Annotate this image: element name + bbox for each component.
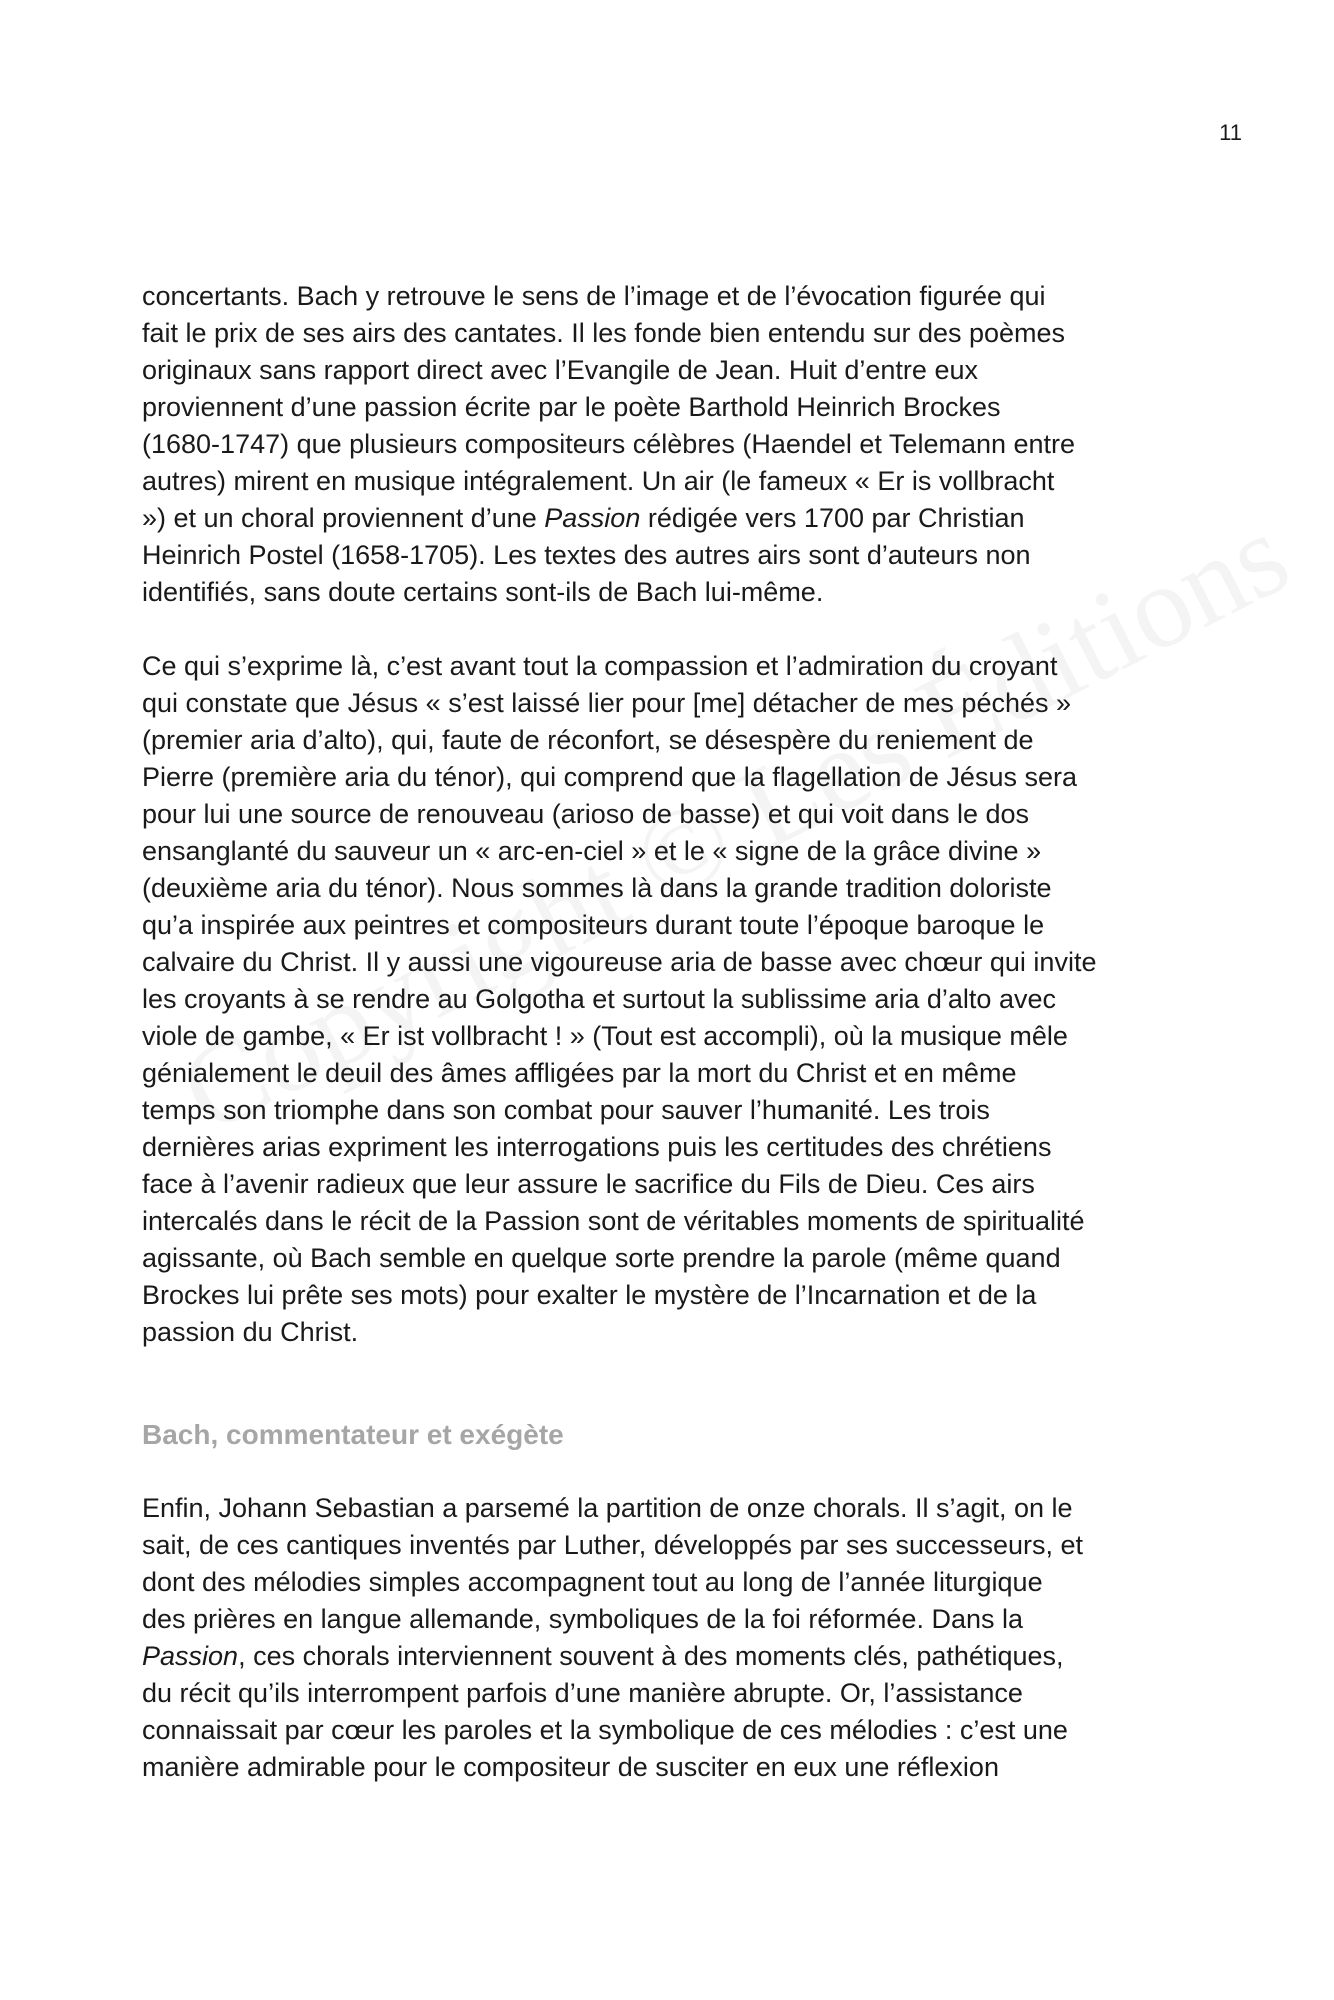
text-line: des prières en langue allemande, symboliques de la foi réformée. Dans la — [142, 1604, 1023, 1634]
text-line: viole de gambe, « Er ist vollbracht ! » (Tout est accompli), où la musique mêle — [142, 1021, 1068, 1051]
text-line: temps son triomphe dans son combat pour sauver l’humanité. Les trois — [142, 1095, 990, 1125]
text-segment: , ces chorals interviennent souvent à des moments clés, pathétiques, — [238, 1641, 1064, 1671]
text-line: fait le prix de ses airs des cantates. Il les fonde bien entendu sur des poèmes — [142, 318, 1066, 348]
italic-title: Passion — [142, 1641, 239, 1671]
text-line: calvaire du Christ. Il y aussi une vigoureuse aria de basse avec chœur qui invite — [142, 947, 1097, 977]
text-line: concertants. Bach y retrouve le sens de l’image et de l’évocation figurée qui — [142, 281, 1046, 311]
text-line: autres) mirent en musique intégralement. Un air (le fameux « Er is vollbracht — [142, 466, 1055, 496]
italic-title: Passion — [544, 503, 641, 533]
text-line: agissante, où Bach semble en quelque sorte prendre la parole (même quand — [142, 1243, 1061, 1273]
text-line: Enfin, Johann Sebastian a parsemé la partition de onze chorals. Il s’agit, on le — [142, 1493, 1073, 1523]
paragraph-1 — [142, 278, 1202, 611]
text-line: (premier aria d’alto), qui, faute de réconfort, se désespère du reniement de — [142, 725, 1034, 755]
page-content — [142, 278, 1202, 1786]
text-line: génialement le deuil des âmes affligées par la mort du Christ et en même — [142, 1058, 1017, 1088]
text-segment: rédigée vers 1700 par Christian — [640, 503, 1025, 533]
text-line: originaux sans rapport direct avec l’Evangile de Jean. Huit d’entre eux — [142, 355, 978, 385]
paragraph-2 — [142, 648, 1202, 1351]
text-line: Brockes lui prête ses mots) pour exalter le mystère de l’Incarnation et de la — [142, 1280, 1037, 1310]
text-line: qui constate que Jésus « s’est laissé lier pour [me] détacher de mes péchés » — [142, 688, 1072, 718]
text-line: dont des mélodies simples accompagnent tout au long de l’année liturgique — [142, 1567, 1043, 1597]
text-line: Heinrich Postel (1658-1705). Les textes des autres airs sont d’auteurs non — [142, 540, 1031, 570]
text-line: manière admirable pour le compositeur de susciter en eux une réflexion — [142, 1752, 999, 1782]
text-line: proviennent d’une passion écrite par le poète Barthold Heinrich Brockes — [142, 392, 1001, 422]
text-line: connaissait par cœur les paroles et la symbolique de ces mélodies : c’est une — [142, 1715, 1068, 1745]
text-segment: ») et un choral proviennent d’une — [142, 503, 545, 533]
text-line: (1680-1747) que plusieurs compositeurs célèbres (Haendel et Telemann entre — [142, 429, 1076, 459]
text-line: qu’a inspirée aux peintres et compositeurs durant toute l’époque baroque le — [142, 910, 1045, 940]
text-line: du récit qu’ils interrompent parfois d’une manière abrupte. Or, l’assistance — [142, 1678, 1023, 1708]
text-line: identifiés, sans doute certains sont-ils de Bach lui-même. — [142, 577, 824, 607]
text-line: (deuxième aria du ténor). Nous sommes là dans la grande tradition doloriste — [142, 873, 1052, 903]
paragraph-3 — [142, 1490, 1202, 1786]
text-line — [142, 500, 1202, 537]
text-line: face à l’avenir radieux que leur assure le sacrifice du Fils de Dieu. Ces airs — [142, 1169, 1035, 1199]
page-number: 11 — [1219, 120, 1242, 145]
text-line — [142, 1638, 1202, 1675]
section-heading: Bach, commentateur et exégète — [142, 1419, 564, 1450]
text-line: passion du Christ. — [142, 1317, 359, 1347]
text-line: Pierre (première aria du ténor), qui comprend que la flagellation de Jésus sera — [142, 762, 1077, 792]
text-line: ensanglanté du sauveur un « arc-en-ciel » et le « signe de la grâce divine » — [142, 836, 1042, 866]
text-line: les croyants à se rendre au Golgotha et surtout la sublissime aria d’alto avec — [142, 984, 1056, 1014]
text-line: sait, de ces cantiques inventés par Luther, développés par ses successeurs, et — [142, 1530, 1084, 1560]
text-line: dernières arias expriment les interrogations puis les certitudes des chrétiens — [142, 1132, 1052, 1162]
text-line: pour lui une source de renouveau (arioso de basse) et qui voit dans le dos — [142, 799, 1030, 829]
text-line: intercalés dans le récit de la Passion sont de véritables moments de spiritualité — [142, 1206, 1085, 1236]
text-line: Ce qui s’exprime là, c’est avant tout la compassion et l’admiration du croyant — [142, 651, 1058, 681]
